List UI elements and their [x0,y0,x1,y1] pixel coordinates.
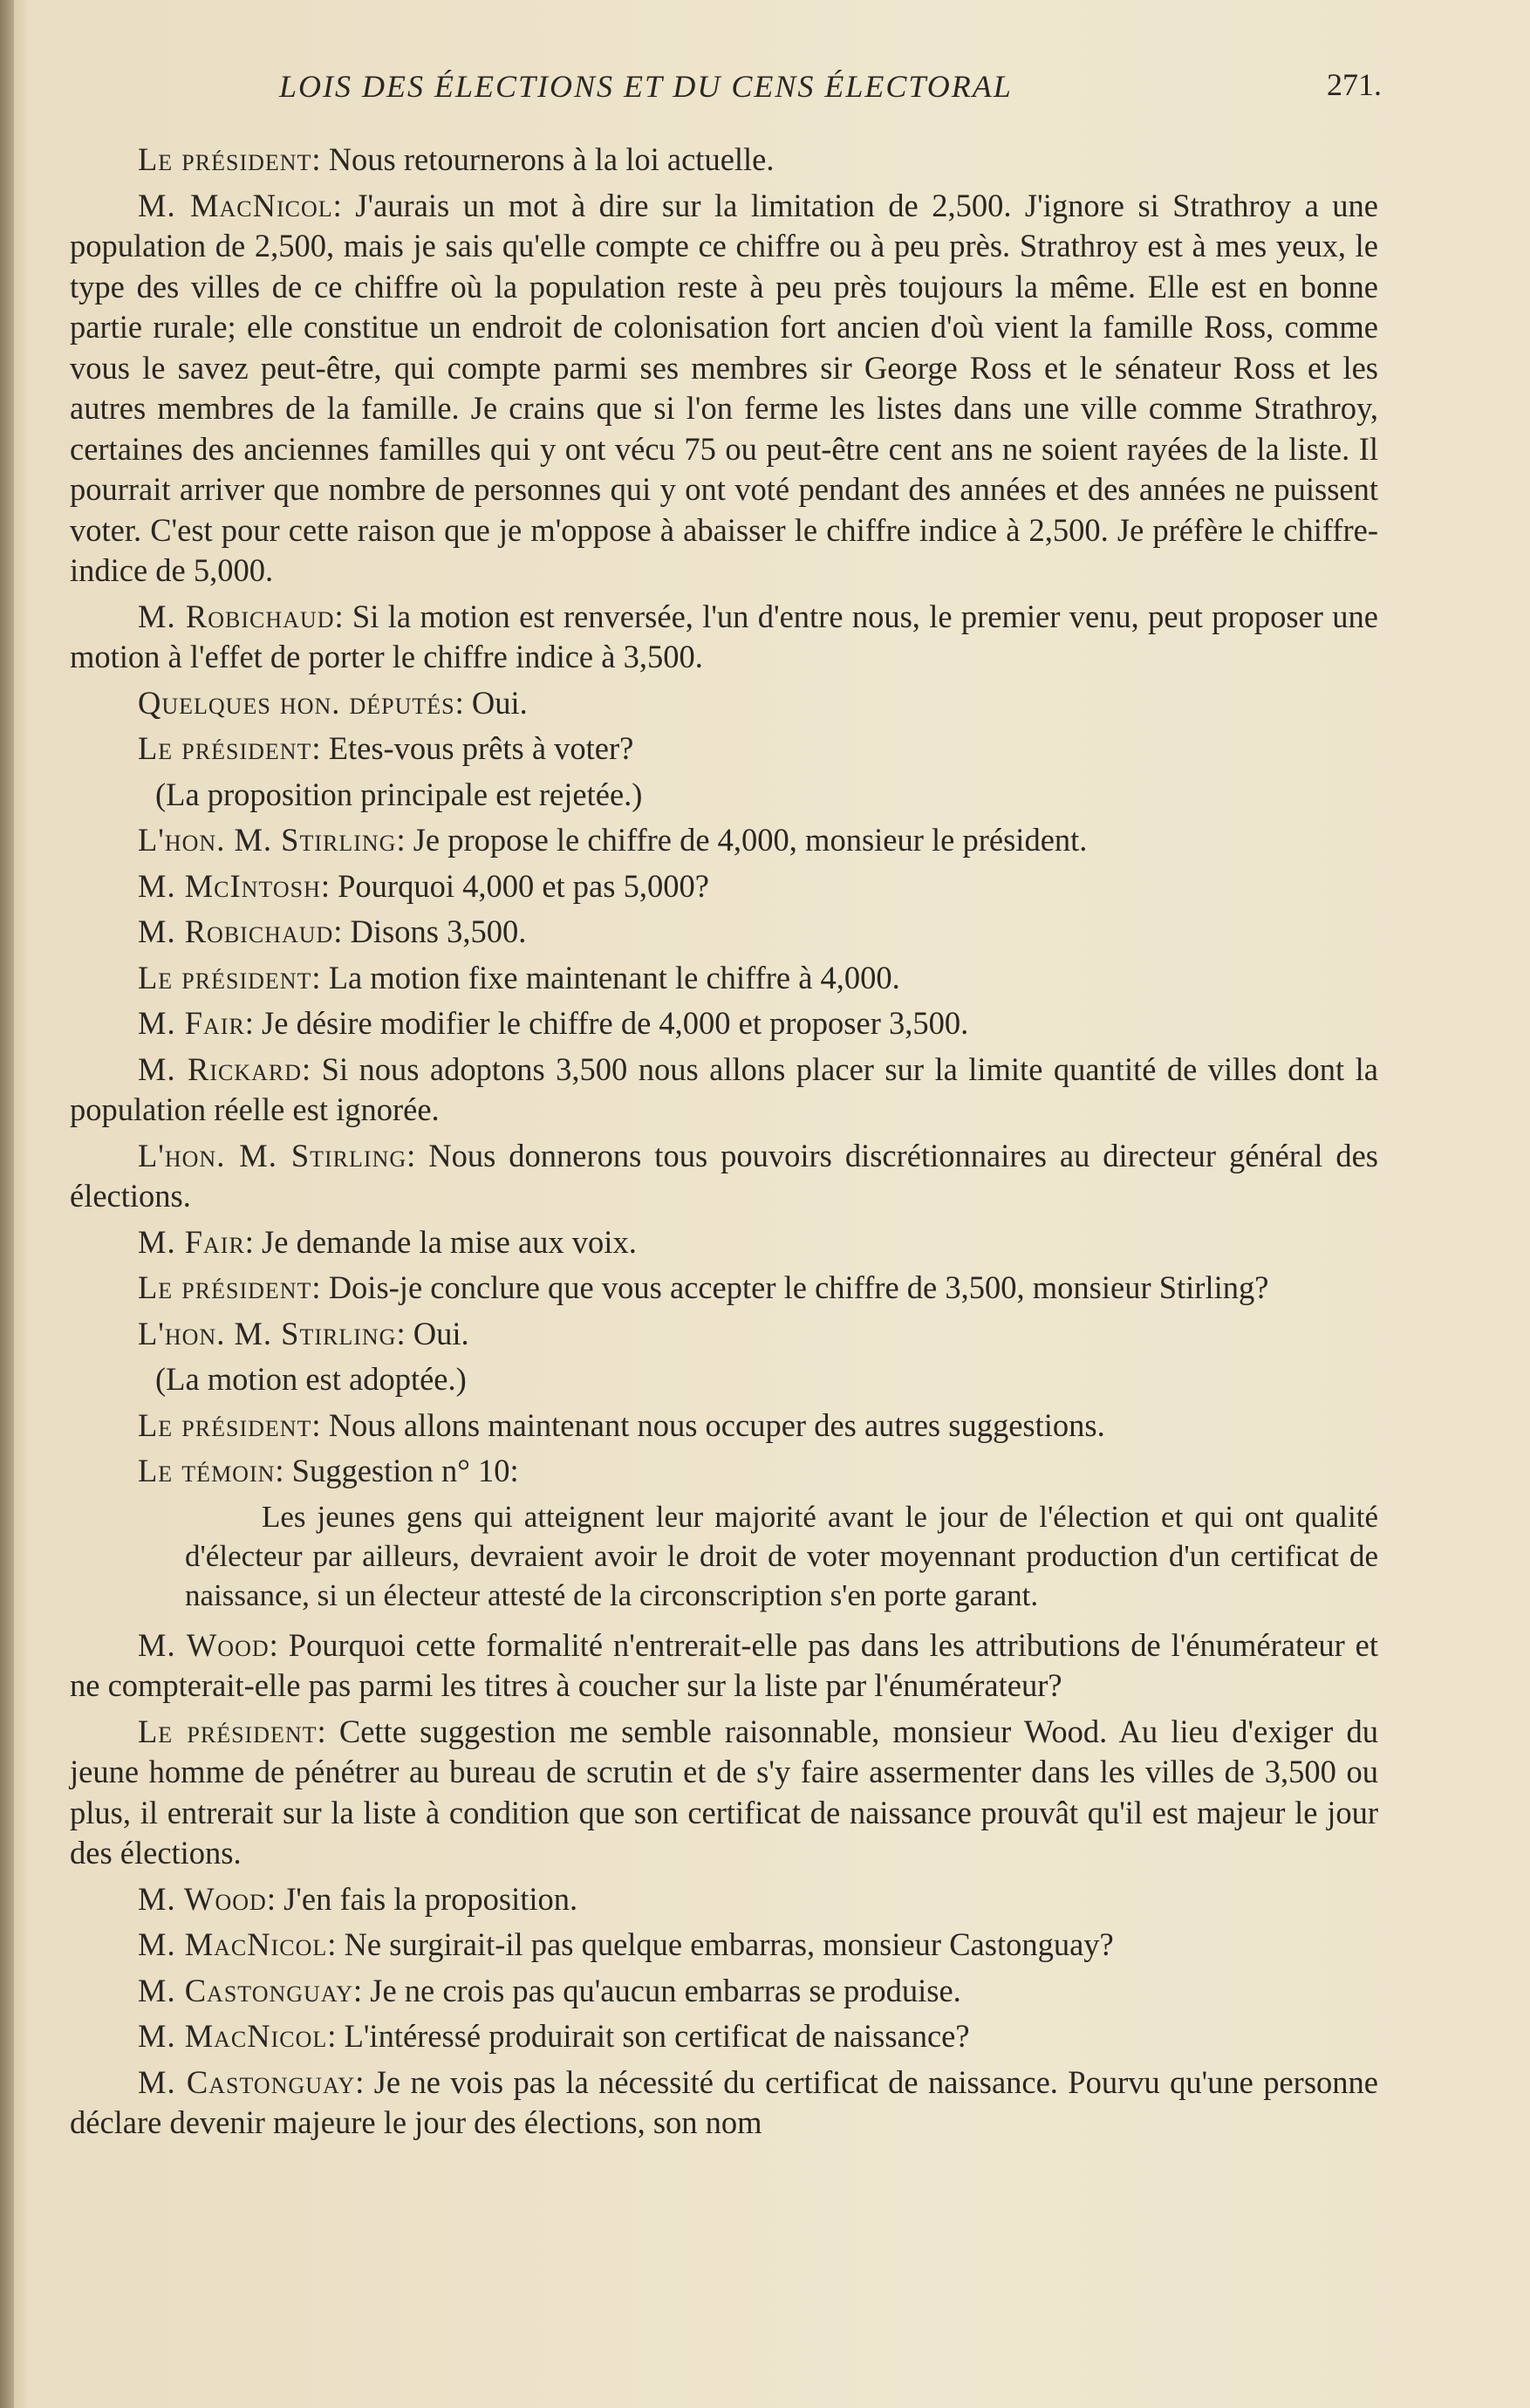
paragraph [70,1925,1378,1966]
paragraph-group [70,1625,1378,2144]
speaker-name: L'hon. M. Stirling [138,822,397,858]
speaker-name: M. Castonguay [138,1972,353,2008]
speaker-name: Le président [138,141,312,177]
paragraph [70,683,1378,724]
paragraph [87,1359,1378,1400]
paragraph [70,820,1378,861]
paragraph-text: : Si la motion est renversée, l'un d'entre nous, le premier venu, peut proposer une motion à l'effet de porter le chiffre indice à 3,500. [70,598,1378,674]
paragraph [70,1268,1378,1309]
paragraph-text: : J'en fais la proposition. [266,1880,578,1917]
paragraph-text: : La motion fixe maintenant le chiffre à 4,000. [311,959,900,995]
paragraph [70,866,1378,907]
paragraph [70,1050,1378,1131]
speaker-name: L'hon. M. Stirling [138,1137,407,1173]
speaker-name: Le président [138,1406,312,1443]
paragraph [70,2016,1378,2057]
page-header [70,61,1382,113]
speaker-name: M. Robichaud [138,598,335,634]
paragraph-text: : Si nous adoptons 3,500 nous allons placer sur la limite quantité de villes dont la population réelle est ignorée. [70,1050,1378,1127]
paragraph-text: : Etes-vous prêts à voter? [311,730,634,766]
speaker-name: Le président [138,1713,318,1749]
paragraph [70,729,1378,770]
paragraph-text: : Je ne crois pas qu'aucun embarras se produise. [352,1972,961,2008]
speaker-name: Le président [138,730,312,766]
speaker-name: Quelques hon. députés [138,684,455,721]
paragraph [70,1314,1378,1355]
paragraph-text: : Ne surgirait-il pas quelque embarras, monsieur Castonguay? [327,1926,1114,1962]
speaker-name: Le président [138,959,312,995]
paragraph [70,1406,1378,1447]
paragraph-text: : Je désire modifier le chiffre de 4,000 et proposer 3,500. [244,1005,969,1041]
paragraph-text: : Je ne vois pas la nécessité du certificat de naissance. Pourvu qu'une personne déclare devenir majeure le jour des élections, son nom [70,2063,1378,2140]
paragraph [70,1625,1378,1707]
speaker-name: M. Robichaud [138,913,334,949]
speaker-name: M. Wood [138,1626,270,1663]
page-number: 271. [1327,67,1382,102]
paragraph-text: : Cette suggestion me semble raisonnable, monsieur Wood. Au lieu d'exiger du jeune homme de pénétrer au bureau de scrutin et de s'y faire assermenter dans les villes de 3,500 ou plus, il entrerait sur la liste à condition que son certificat de naissance prouvât qu'il est majeur le jour des élections. [70,1713,1378,1871]
speaker-name: M. MacNicol [138,2018,328,2054]
page-body [70,140,1378,2149]
paragraph-text: : Je propose le chiffre de 4,000, monsieur le président. [396,822,1088,858]
paragraph [70,1879,1378,1920]
paragraph-text: (La proposition principale est rejetée.) [155,776,643,812]
paragraph-text: : Nous allons maintenant nous occuper des autres suggestions. [311,1406,1105,1443]
paragraph-text: : Nous retournerons à la loi actuelle. [311,141,775,177]
speaker-name: M. Rickard [138,1050,303,1087]
paragraph [70,1451,1378,1492]
paragraph [70,2063,1378,2144]
speaker-name: M. McIntosh [138,867,321,904]
paragraph [70,140,1378,181]
paragraph-text: : Disons 3,500. [333,913,527,949]
paragraph [70,186,1378,592]
paragraph-text: : Oui. [396,1315,469,1351]
paragraph [87,775,1378,816]
speaker-name: M. Wood [138,1880,267,1917]
speaker-name: M. Fair [138,1223,245,1260]
paragraph [70,1222,1378,1263]
paragraph-group [70,140,1378,1492]
paragraph [70,1971,1378,2012]
paragraph [70,958,1378,999]
paragraph-text: : Dois-je conclure que vous accepter le chiffre de 3,500, monsieur Stirling? [311,1269,1269,1305]
paragraph-text: : Nous donnerons tous pouvoirs discrétionnaires au directeur général des élections. [70,1137,1378,1214]
paragraph-text: : Suggestion n° 10: [275,1453,519,1488]
speaker-name: M. Fair [138,1005,245,1041]
speaker-name: M. Castonguay [138,2063,356,2100]
paragraph-text: : Oui. [454,684,528,721]
speaker-name: L'hon. M. Stirling [138,1315,397,1351]
book-spine-edge [0,0,14,2408]
paragraph [70,1003,1378,1044]
paragraph-text: (La motion est adoptée.) [155,1361,467,1397]
paragraph-text: : L'intéressé produirait son certificat de naissance? [327,2018,970,2054]
paragraph [70,597,1378,678]
paragraph-text: : Je demande la mise aux voix. [244,1223,637,1260]
speaker-name: M. MacNicol [138,1926,328,1962]
paragraph [70,912,1378,953]
paragraph-text: : J'aurais un mot à dire sur la limitation de 2,500. J'ignore si Strathroy a une population de 2,500, mais je sais qu'elle compte ce chiffre ou à peu près. Strathroy est à mes yeux, le type des villes de ce chiffre où la population reste à peu près toujours la même. Elle est en bonne partie rurale; elle constitue un endroit de colonisation fort ancien d'où vient la famille Ross, comme vous le savez peut-être, qui compte parmi ses membres sir George Ross et le sénateur Ross et les autres membres de la famille. Je crains que si l'on ferme les listes dans une ville comme Strathroy, certaines des anciennes familles qui y ont vécu 75 ou peut-être cent ans ne soient rayées de la liste. Il pourrait arriver que nombre de personnes qui y ont voté pendant des années et des années ne puissent voter. C'est pour cette raison que je m'oppose à abaisser le chiffre indice à 2,500. Je préfère le chiffre-indice de 5,000. [70,187,1378,588]
paragraph [70,1712,1378,1874]
paragraph-text: : Pourquoi 4,000 et pas 5,000? [320,867,709,904]
speaker-name: M. MacNicol [138,187,333,223]
paragraph-text: : Pourquoi cette formalité n'entrerait-elle pas dans les attributions de l'énumérateur et ne compterait-elle pas parmi les titres à coucher sur la liste par l'énumérateur? [70,1626,1379,1703]
speaker-name: Le président [138,1269,312,1305]
speaker-name: Le témoin [138,1453,276,1488]
paragraph [70,1136,1378,1217]
block-quote: Les jeunes gens qui atteignent leur majorité avant le jour de l'élection et qui ont qualité d'électeur par ailleurs, devraient avoir le droit de voter moyennant production d'un certificat de naissance, si un électeur attesté de la circonscription s'en porte garant. [185,1499,1378,1612]
running-title: LOIS DES ÉLECTIONS ET DU CENS ÉLECTORAL [279,69,1013,104]
